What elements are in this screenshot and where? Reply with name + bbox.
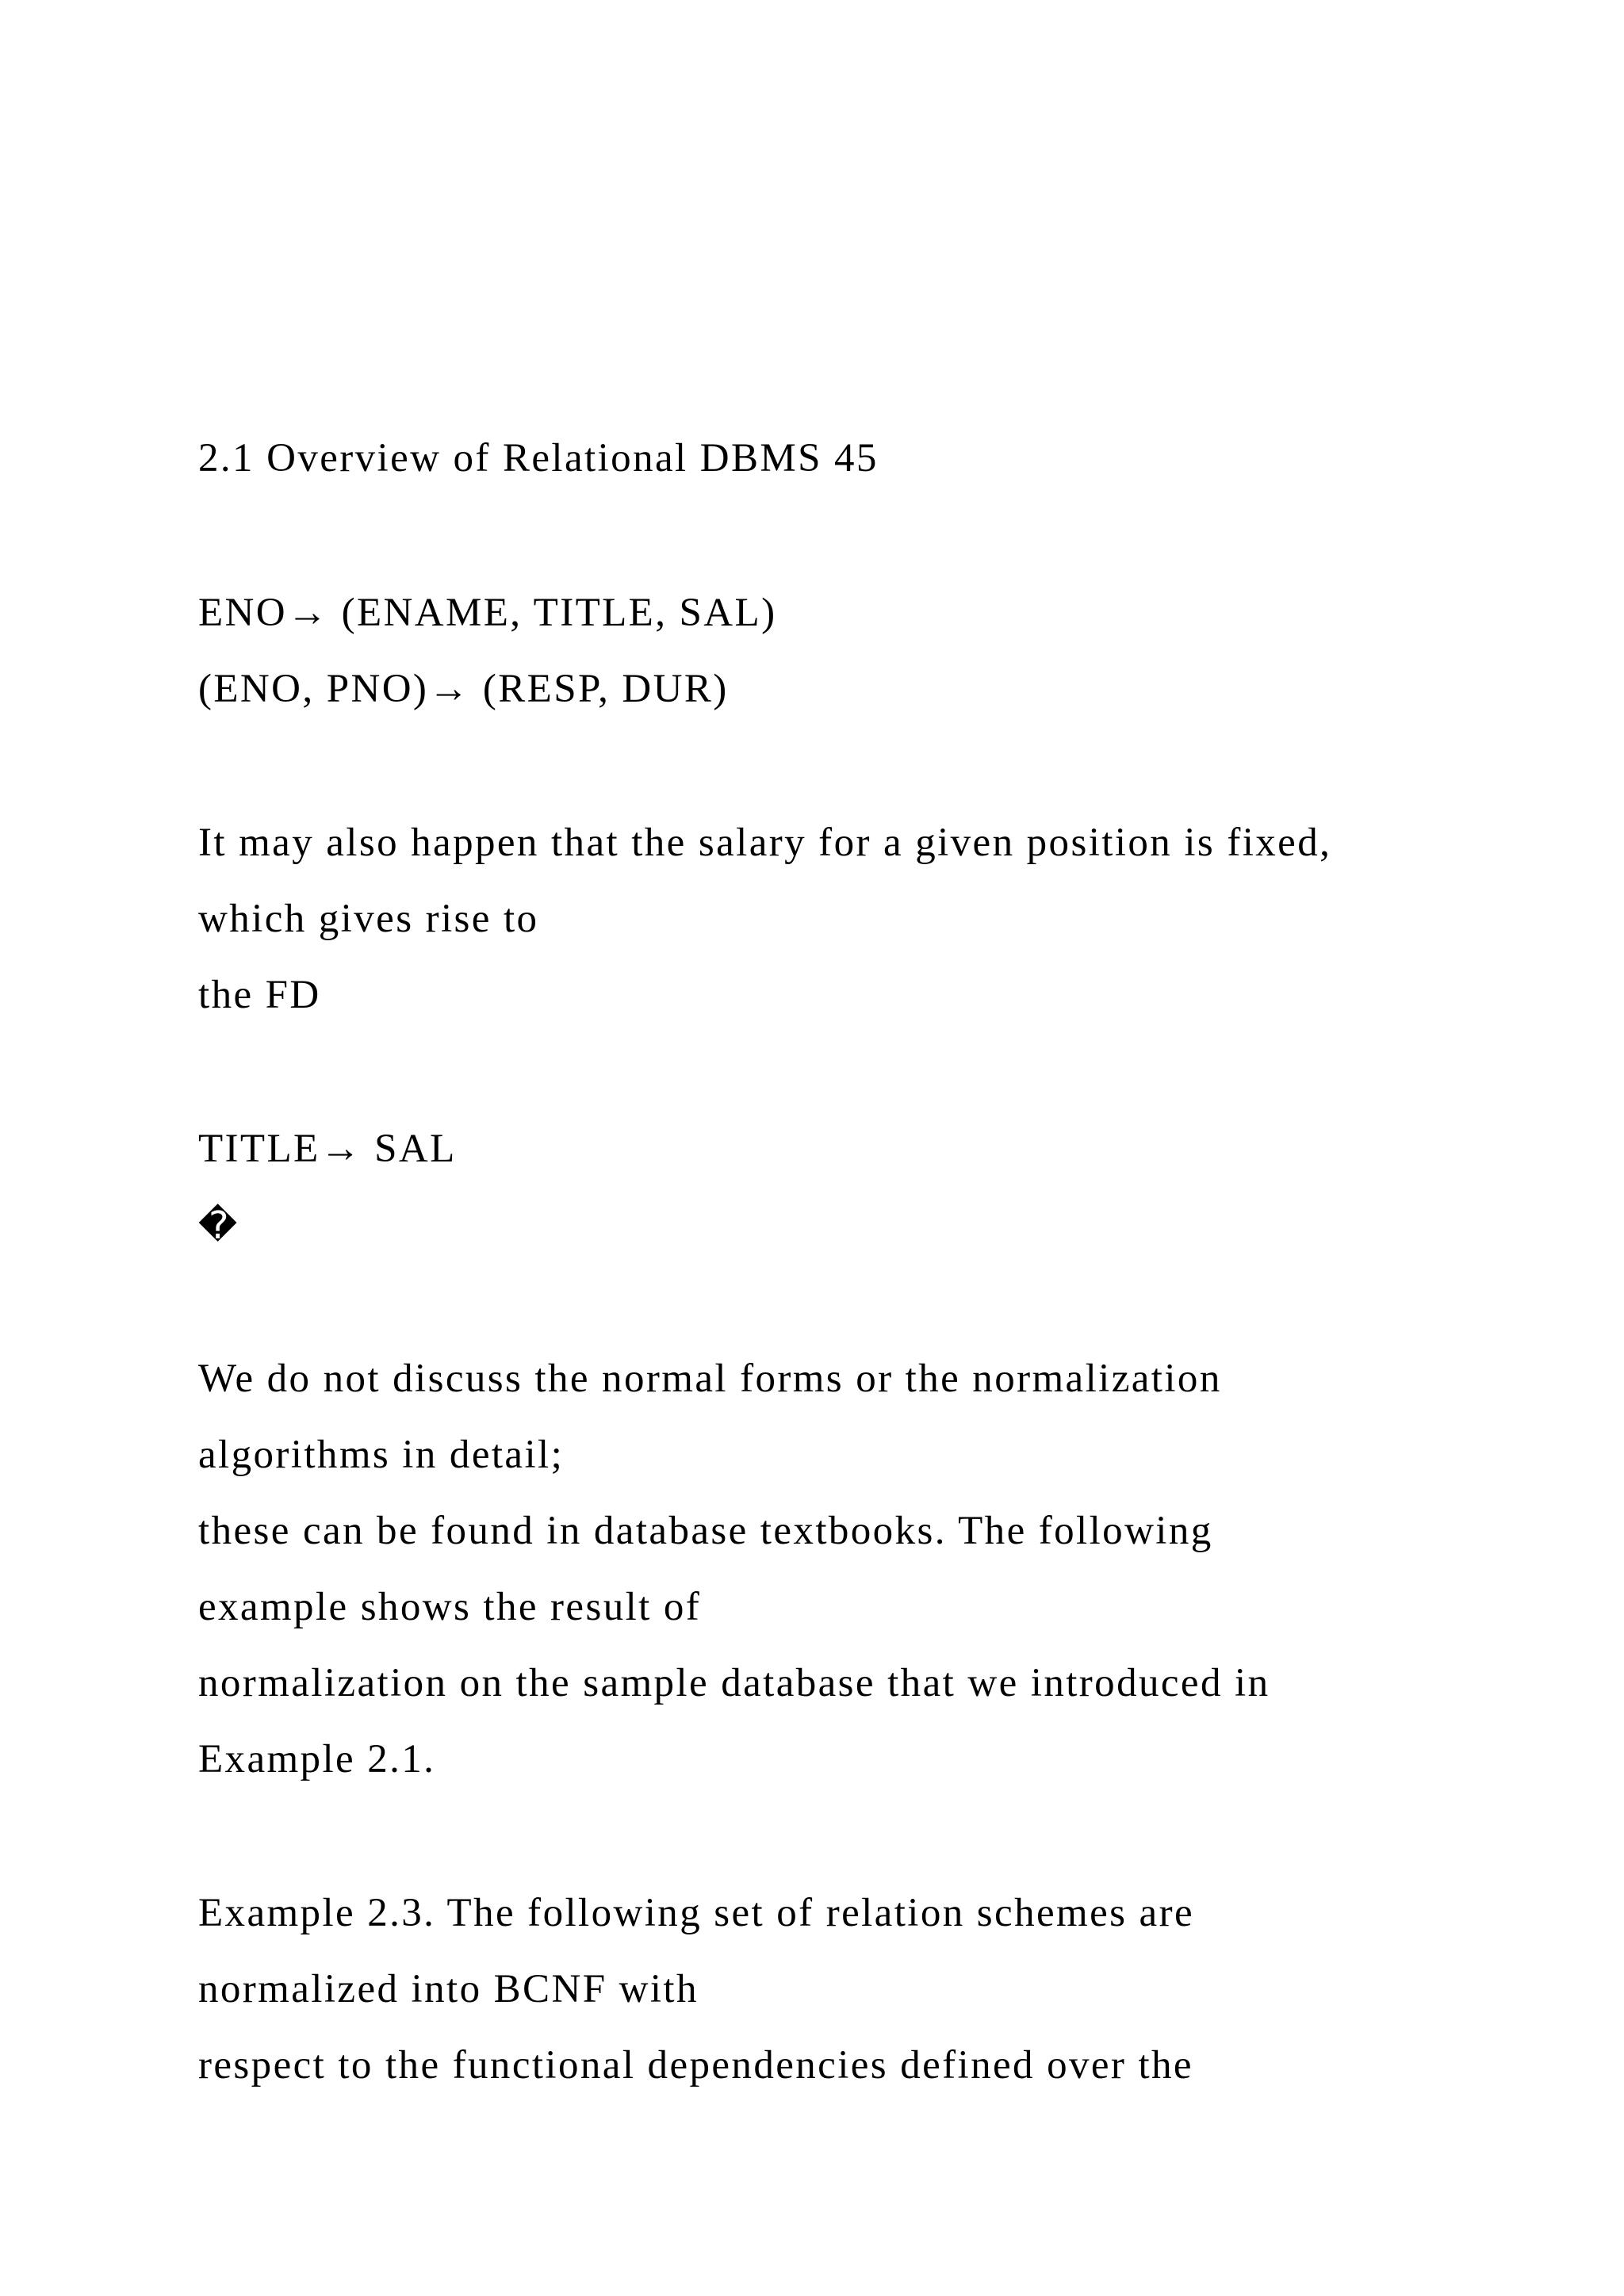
paragraph-line: these can be found in database textbooks. The following <box>198 1509 1213 1553</box>
paragraph-line: We do not discuss the normal forms or the normalization <box>198 1357 1222 1401</box>
paragraph-line: Example 2.1. <box>198 1737 436 1781</box>
paragraph-line: normalization on the sample database that we introduced in <box>198 1661 1270 1705</box>
paragraph-line: algorithms in detail; <box>198 1433 565 1477</box>
paragraph-line: the FD <box>198 973 321 1017</box>
fd-line: ENO→ (ENAME, TITLE, SAL) <box>198 591 777 635</box>
paragraph-line: Example 2.3. The following set of relation schemes are <box>198 1891 1194 1935</box>
paragraph-line: It may also happen that the salary for a given position is fixed, <box>198 821 1332 865</box>
paragraph-line: which gives rise to <box>198 897 539 941</box>
paragraph-line: example shows the result of <box>198 1585 702 1629</box>
paragraph-line: respect to the functional dependencies defined over the <box>198 2043 1193 2087</box>
page-header: 2.1 Overview of Relational DBMS 45 <box>198 436 879 480</box>
fd-title-sal: TITLE→ SAL <box>198 1127 457 1171</box>
paragraph-line: normalized into BCNF with <box>198 1967 699 2011</box>
replacement-glyph-icon: � <box>198 1203 238 1248</box>
fd-line: (ENO, PNO)→ (RESP, DUR) <box>198 667 729 711</box>
